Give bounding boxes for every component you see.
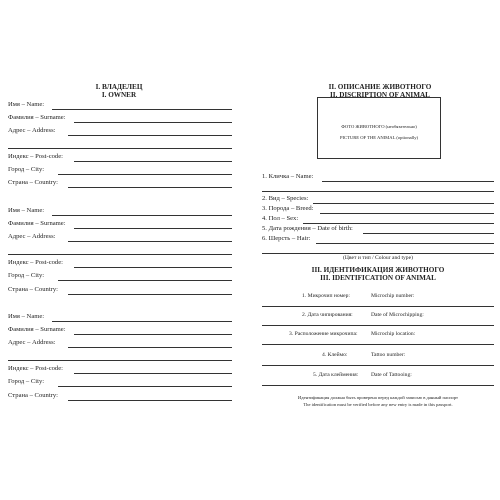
breed-line[interactable] [320,213,494,214]
owner-city-label: Город – City: [8,272,45,279]
owner-country-line[interactable] [68,294,232,295]
animal-name-label: 1. Кличка – Name: [262,173,314,180]
microchip-location-line[interactable] [262,344,494,345]
owner-surname-line[interactable] [74,122,232,123]
microchip-number-ru: 1. Микрочип номер: [302,293,350,299]
breed-label: 3. Порода – Breed: [262,205,314,212]
owner-postcode-label: Индекс – Post-code: [8,259,63,266]
hair-line-2[interactable] [262,253,494,254]
owner-surname-line[interactable] [74,334,232,335]
microchip-date-en: Date of Microchipping: [371,312,424,318]
owner-name-line[interactable] [52,109,232,110]
microchip-number-en: Microchip number: [371,293,415,299]
owner-heading-ru: I. ВЛАДЕЛЕЦ [95,83,143,91]
owner-address-label: Адрес – Address: [8,339,56,346]
owner-country-line[interactable] [68,187,232,188]
owner-country-line[interactable] [68,400,232,401]
owner-address-line[interactable] [68,347,232,348]
owner-surname-label: Фамилия – Surname: [8,326,66,333]
owner-city-line[interactable] [58,386,232,387]
hair-line[interactable] [316,243,494,244]
tattoo-date-line[interactable] [262,385,494,386]
owner-name-label: Имя – Name: [8,207,45,214]
owner-name-label: Имя – Name: [8,313,45,320]
owner-address-label: Адрес – Address: [8,127,56,134]
owner-postcode-label: Индекс – Post-code: [8,365,63,372]
owner-name-label: Имя – Name: [8,101,45,108]
owner-address-line[interactable] [68,241,232,242]
microchip-number-line[interactable] [262,306,494,307]
owner-country-label: Страна – Country: [8,179,58,186]
owner-name-line[interactable] [52,321,232,322]
sex-label: 4. Пол – Sex: [262,215,299,222]
owner-city-line[interactable] [58,174,232,175]
microchip-location-ru: 3. Расположение микрочипа: [289,331,358,337]
microchip-date-line[interactable] [262,325,494,326]
identification-heading-ru: III. ИДЕНТИФИКАЦИЯ ЖИВОТНОГО [311,266,445,274]
microchip-date-ru: 2. Дата чипирования: [302,312,353,318]
owner-address-line-2[interactable] [8,360,232,361]
owner-heading-en: I. OWNER [101,91,137,99]
animal-heading-en: II. DISCRIPTION OF ANIMAL [330,91,430,99]
colour-note: (Цвет и тип / Colour and type) [343,255,413,261]
tattoo-number-line[interactable] [262,365,494,366]
photo-label-ru: ФОТО ЖИВОТНОГО (необязательно) [341,124,417,129]
owner-address-line[interactable] [68,135,232,136]
sex-line[interactable] [303,223,494,224]
owner-address-label: Адрес – Address: [8,233,56,240]
owner-address-line-2[interactable] [8,148,232,149]
tattoo-number-ru: 4. Клеймо: [322,352,348,358]
tattoo-number-en: Tattoo number: [371,352,406,358]
owner-name-line[interactable] [52,215,232,216]
owner-surname-label: Фамилия – Surname: [8,114,66,121]
species-line[interactable] [313,203,494,204]
animal-name-line[interactable] [322,181,494,182]
tattoo-date-en: Date of Tattooing: [371,372,412,378]
owner-postcode-line[interactable] [74,267,232,268]
birth-date-label: 5. Дата рождения – Date of birth: [262,225,353,232]
owner-city-label: Город – City: [8,166,45,173]
animal-heading-ru: II. ОПИСАНИЕ ЖИВОТНОГО [328,83,432,91]
owner-postcode-line[interactable] [74,373,232,374]
species-label: 2. Вид – Species: [262,195,309,202]
identification-heading-en: III. IDENTIFICATION OF ANIMAL [320,274,436,282]
microchip-location-en: Microchip location: [371,331,416,337]
owner-address-line-2[interactable] [8,254,232,255]
owner-city-label: Город – City: [8,378,45,385]
verification-note-ru: Идентификация должна быть проверена перед каждой записью в данный паспорт [297,395,459,400]
owner-surname-line[interactable] [74,228,232,229]
owner-city-line[interactable] [58,280,232,281]
tattoo-date-ru: 5. Дата клеймения: [313,372,359,378]
owner-surname-label: Фамилия – Surname: [8,220,66,227]
owner-country-label: Страна – Country: [8,286,58,293]
birth-date-line[interactable] [363,233,494,234]
hair-label: 6. Шерсть – Hair: [262,235,311,242]
photo-label-en: PICTURE OF THE ANIMAL (optionally) [339,135,419,140]
animal-name-line-2[interactable] [262,191,494,192]
owner-postcode-label: Индекс – Post-code: [8,153,63,160]
verification-note-en: The identification must be verified before any new entry is made in this passport. [303,402,453,407]
owner-postcode-line[interactable] [74,161,232,162]
owner-country-label: Страна – Country: [8,392,58,399]
